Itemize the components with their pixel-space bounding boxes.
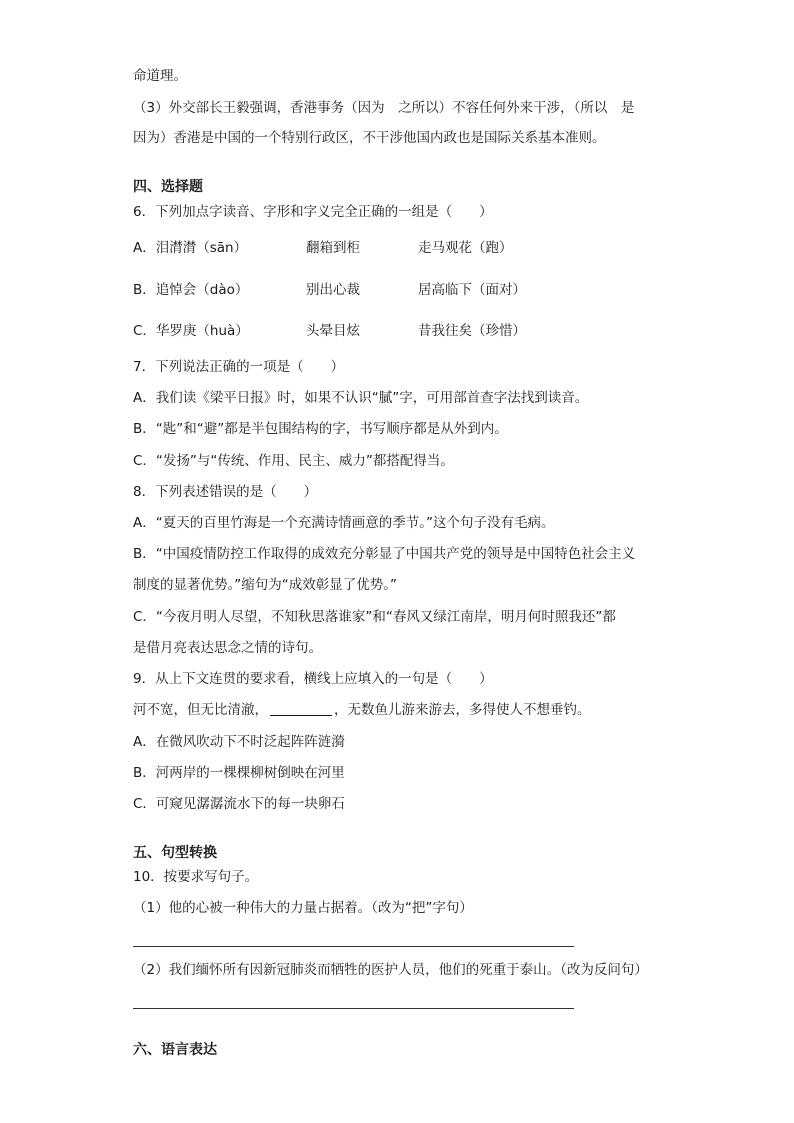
option-a: A．在微风吹动下不时泛起阵阵涟漪 [133, 734, 345, 750]
option-b: B．“匙”和“避”都是半包围结构的字，书写顺序都是从外到内。 [133, 421, 508, 437]
option-b-word3: 居高临下（面对） [418, 282, 526, 298]
paragraph-line: 命道理。 [133, 68, 187, 84]
option-c-word3: 昔我往矣（珍惜） [418, 323, 526, 339]
option-a-word2: 翻箱到柜 [306, 240, 360, 256]
option-b-line1: B．“中国疫情防控工作取得的成效充分彰显了中国共产党的领导是中国特色社会主义 [133, 546, 636, 562]
question-stem: 9．从上下文连贯的要求看，横线上应填入的一句是（ ） [133, 671, 493, 687]
option-b-word1: B．追悼会（dào） [133, 282, 249, 298]
option-c: C．可窥见潺潺流水下的每一块卵石 [133, 796, 345, 812]
question-stem: 6．下列加点字读音、字形和字义完全正确的一组是（ ） [133, 204, 493, 220]
passage-before: 河不宽，但无比清澈， [133, 702, 268, 718]
question-stem: 8．下列表述错误的是（ ） [133, 484, 318, 500]
section-heading: 五、句型转换 [133, 845, 217, 861]
option-a-word3: 走马观花（跑） [418, 240, 513, 256]
option-b-line2: 制度的显著优势。”缩句为“成效彰显了优势。” [133, 577, 397, 593]
answer-line[interactable] [133, 946, 574, 947]
paragraph-line: 因为）香港是中国的一个特别行政区，不干涉他国内政也是国际关系基本准则。 [133, 130, 606, 146]
question-stem: 7．下列说法正确的一项是（ ） [133, 359, 345, 375]
option-b: B．河两岸的一棵棵柳树倒映在河里 [133, 765, 345, 781]
option-a: A．“夏天的百里竹海是一个充满诗情画意的季节。”这个句子没有毛病。 [133, 515, 555, 531]
sub-question: （1）他的心被一种伟大的力量占据着。（改为“把”字句） [133, 900, 473, 916]
passage-after: ，无数鱼儿游来游去，多得使人不想垂钓。 [334, 702, 591, 718]
question-stem: 10．按要求写句子。 [133, 869, 259, 885]
sub-question: （2）我们缅怀所有因新冠肺炎而牺牲的医护人员，他们的死重于泰山。（改为反问句） [133, 962, 648, 978]
option-c-word1: C．华罗庚（huà） [133, 323, 249, 339]
answer-line[interactable] [133, 1008, 574, 1009]
option-a: A．我们读《梁平日报》时，如果不认识“膩”字，可用部首查字法找到读音。 [133, 390, 589, 406]
option-a-word1: A．泪潸潸（sān） [133, 240, 248, 256]
section-heading: 六、语言表达 [133, 1042, 217, 1058]
option-b-word2: 别出心裁 [306, 282, 360, 298]
option-c-line1: C．“今夜月明人尽望，不知秋思落谁家”和“春风又绿江南岸，明月何时照我还”都 [133, 609, 616, 625]
option-c-word2: 头晕目炫 [306, 323, 360, 339]
section-heading: 四、选择题 [133, 179, 203, 195]
option-c: C．“发扬”与“传统、作用、民主、威力”都搭配得当。 [133, 453, 454, 469]
fill-blank[interactable] [270, 701, 332, 716]
passage-line [133, 700, 591, 720]
option-c-line2: 是借月亮表达思念之情的诗句。 [133, 640, 322, 656]
paragraph-line: （3）外交部长王毅强调，香港事务（因为 之所以）不容任何外来干涉，（所以 是 [133, 100, 635, 116]
